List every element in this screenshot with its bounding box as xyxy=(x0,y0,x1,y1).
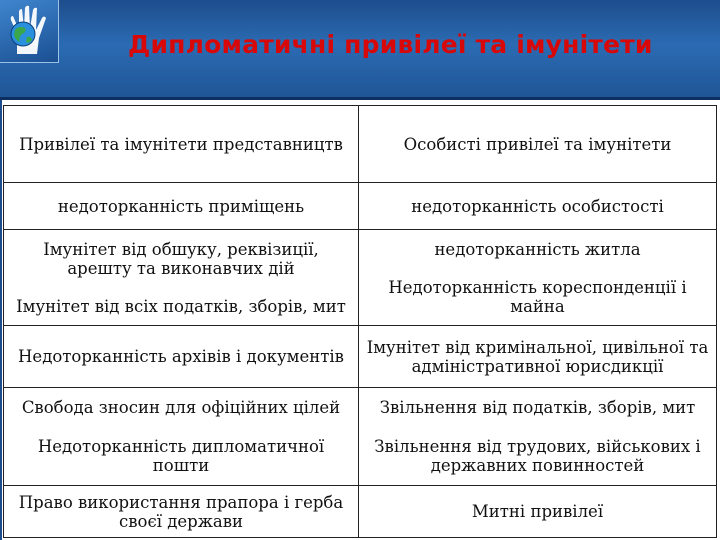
table-row xyxy=(4,388,717,486)
page-title: Дипломатичні привілеї та імунітети xyxy=(128,30,653,59)
cell-text: недоторканність житла xyxy=(434,239,641,259)
table-row xyxy=(4,230,717,326)
cell-text: Звільнення від трудових, військових і державних повинностей xyxy=(374,437,701,475)
table-row xyxy=(4,486,717,538)
table-cell xyxy=(4,230,359,326)
header-cell-representations: Привілеї та імунітети представництв xyxy=(4,106,359,183)
globe-hand-icon xyxy=(3,4,55,58)
cell-text: Недоторканність дипломатичної пошти xyxy=(37,437,325,475)
logo xyxy=(0,0,59,63)
cell-text: Звільнення від податків, зборів, мит xyxy=(379,398,696,417)
table-cell xyxy=(4,183,359,230)
cell-text: Право використання прапора і герба своєї держави xyxy=(18,492,344,531)
slide-header xyxy=(0,0,720,99)
cell-text: Імунітет від всіх податків, зборів, мит xyxy=(16,296,346,316)
cell-text: недоторканність особистості xyxy=(411,196,664,216)
privileges-table xyxy=(3,105,717,538)
cell-text: Свобода зносин для офіційних цілей xyxy=(21,398,341,417)
table-cell xyxy=(359,230,717,326)
cell-text: недоторканність приміщень xyxy=(57,196,305,216)
cell-text: Митні привілеї xyxy=(471,502,604,521)
table-header-row xyxy=(4,106,717,183)
table-row xyxy=(4,326,717,388)
cell-text: Імунітет від кримінальної, цивільної та адміністративної юрисдикції xyxy=(366,337,709,376)
header-cell-personal: Особисті привілеї та імунітети xyxy=(359,106,717,183)
table-cell xyxy=(359,388,717,486)
table-cell xyxy=(4,388,359,486)
cell-text: Імунітет від обшуку, реквізиції, арешту та виконавчих дій xyxy=(43,239,319,278)
cell-text: Недоторканність кореспонденції і майна xyxy=(388,277,687,316)
table-cell xyxy=(4,486,359,538)
table-row xyxy=(4,183,717,230)
table-cell xyxy=(359,486,717,538)
cell-text: Недоторканність архівів і документів xyxy=(18,347,344,366)
table-cell xyxy=(4,326,359,388)
table-cell xyxy=(359,183,717,230)
table-cell xyxy=(359,326,717,388)
